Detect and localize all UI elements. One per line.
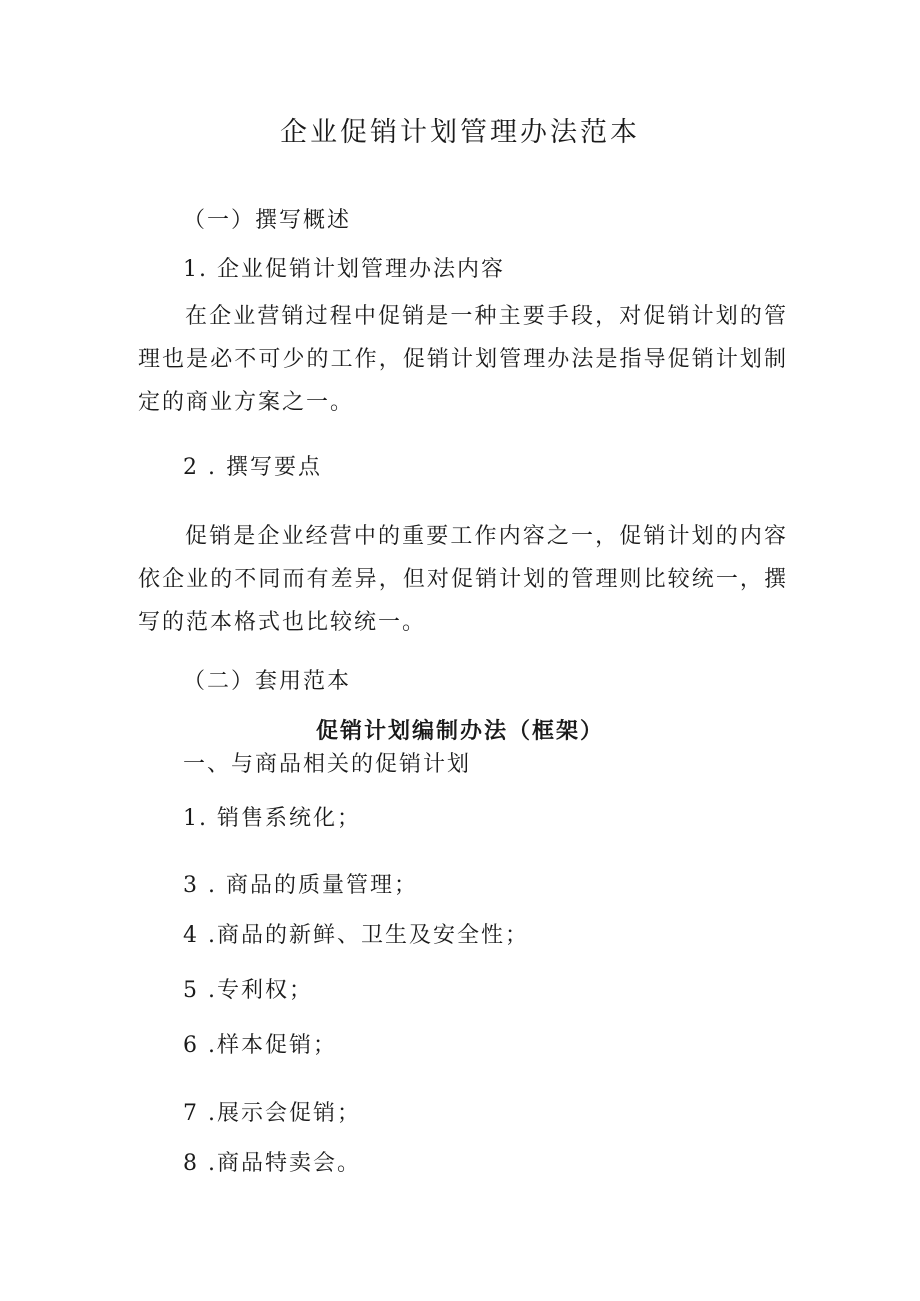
paragraph-content: 在企业营销过程中促销是一种主要手段，对促销计划的管理也是必不可少的工作，促销计划管理办法是指导促销计划制定的商业方案之一。	[138, 304, 788, 415]
section-heading-template: （二）套用范本	[183, 669, 352, 694]
list-item: 8 .商品特卖会。	[183, 1151, 361, 1176]
part-heading-product: 一、与商品相关的促销计划	[183, 752, 472, 777]
item-heading-key-points: 2 . 撰写要点	[183, 455, 322, 480]
list-item: 6 .样本促销；	[183, 1033, 337, 1058]
document-title: 企业促销计划管理办法范本	[280, 117, 640, 148]
list-item: 5 .专利权；	[183, 978, 313, 1003]
list-item: 3 . 商品的质量管理；	[183, 873, 418, 898]
list-item: 1. 销售系统化；	[183, 806, 361, 831]
item-heading-content: 1. 企业促销计划管理办法内容	[183, 257, 505, 282]
framework-title: 促销计划编制办法（框架）	[315, 718, 604, 744]
list-item: 7 .展示会促销；	[183, 1101, 361, 1126]
paragraph-key-points: 促销是企业经营中的重要工作内容之一，促销计划的内容依企业的不同而有差异，但对促销计划的管理则比较统一，撰写的范本格式也比较统一。	[138, 524, 788, 635]
section-heading-overview: （一）撰写概述	[183, 208, 352, 233]
list-item: 4 .商品的新鲜、卫生及安全性；	[183, 923, 529, 948]
